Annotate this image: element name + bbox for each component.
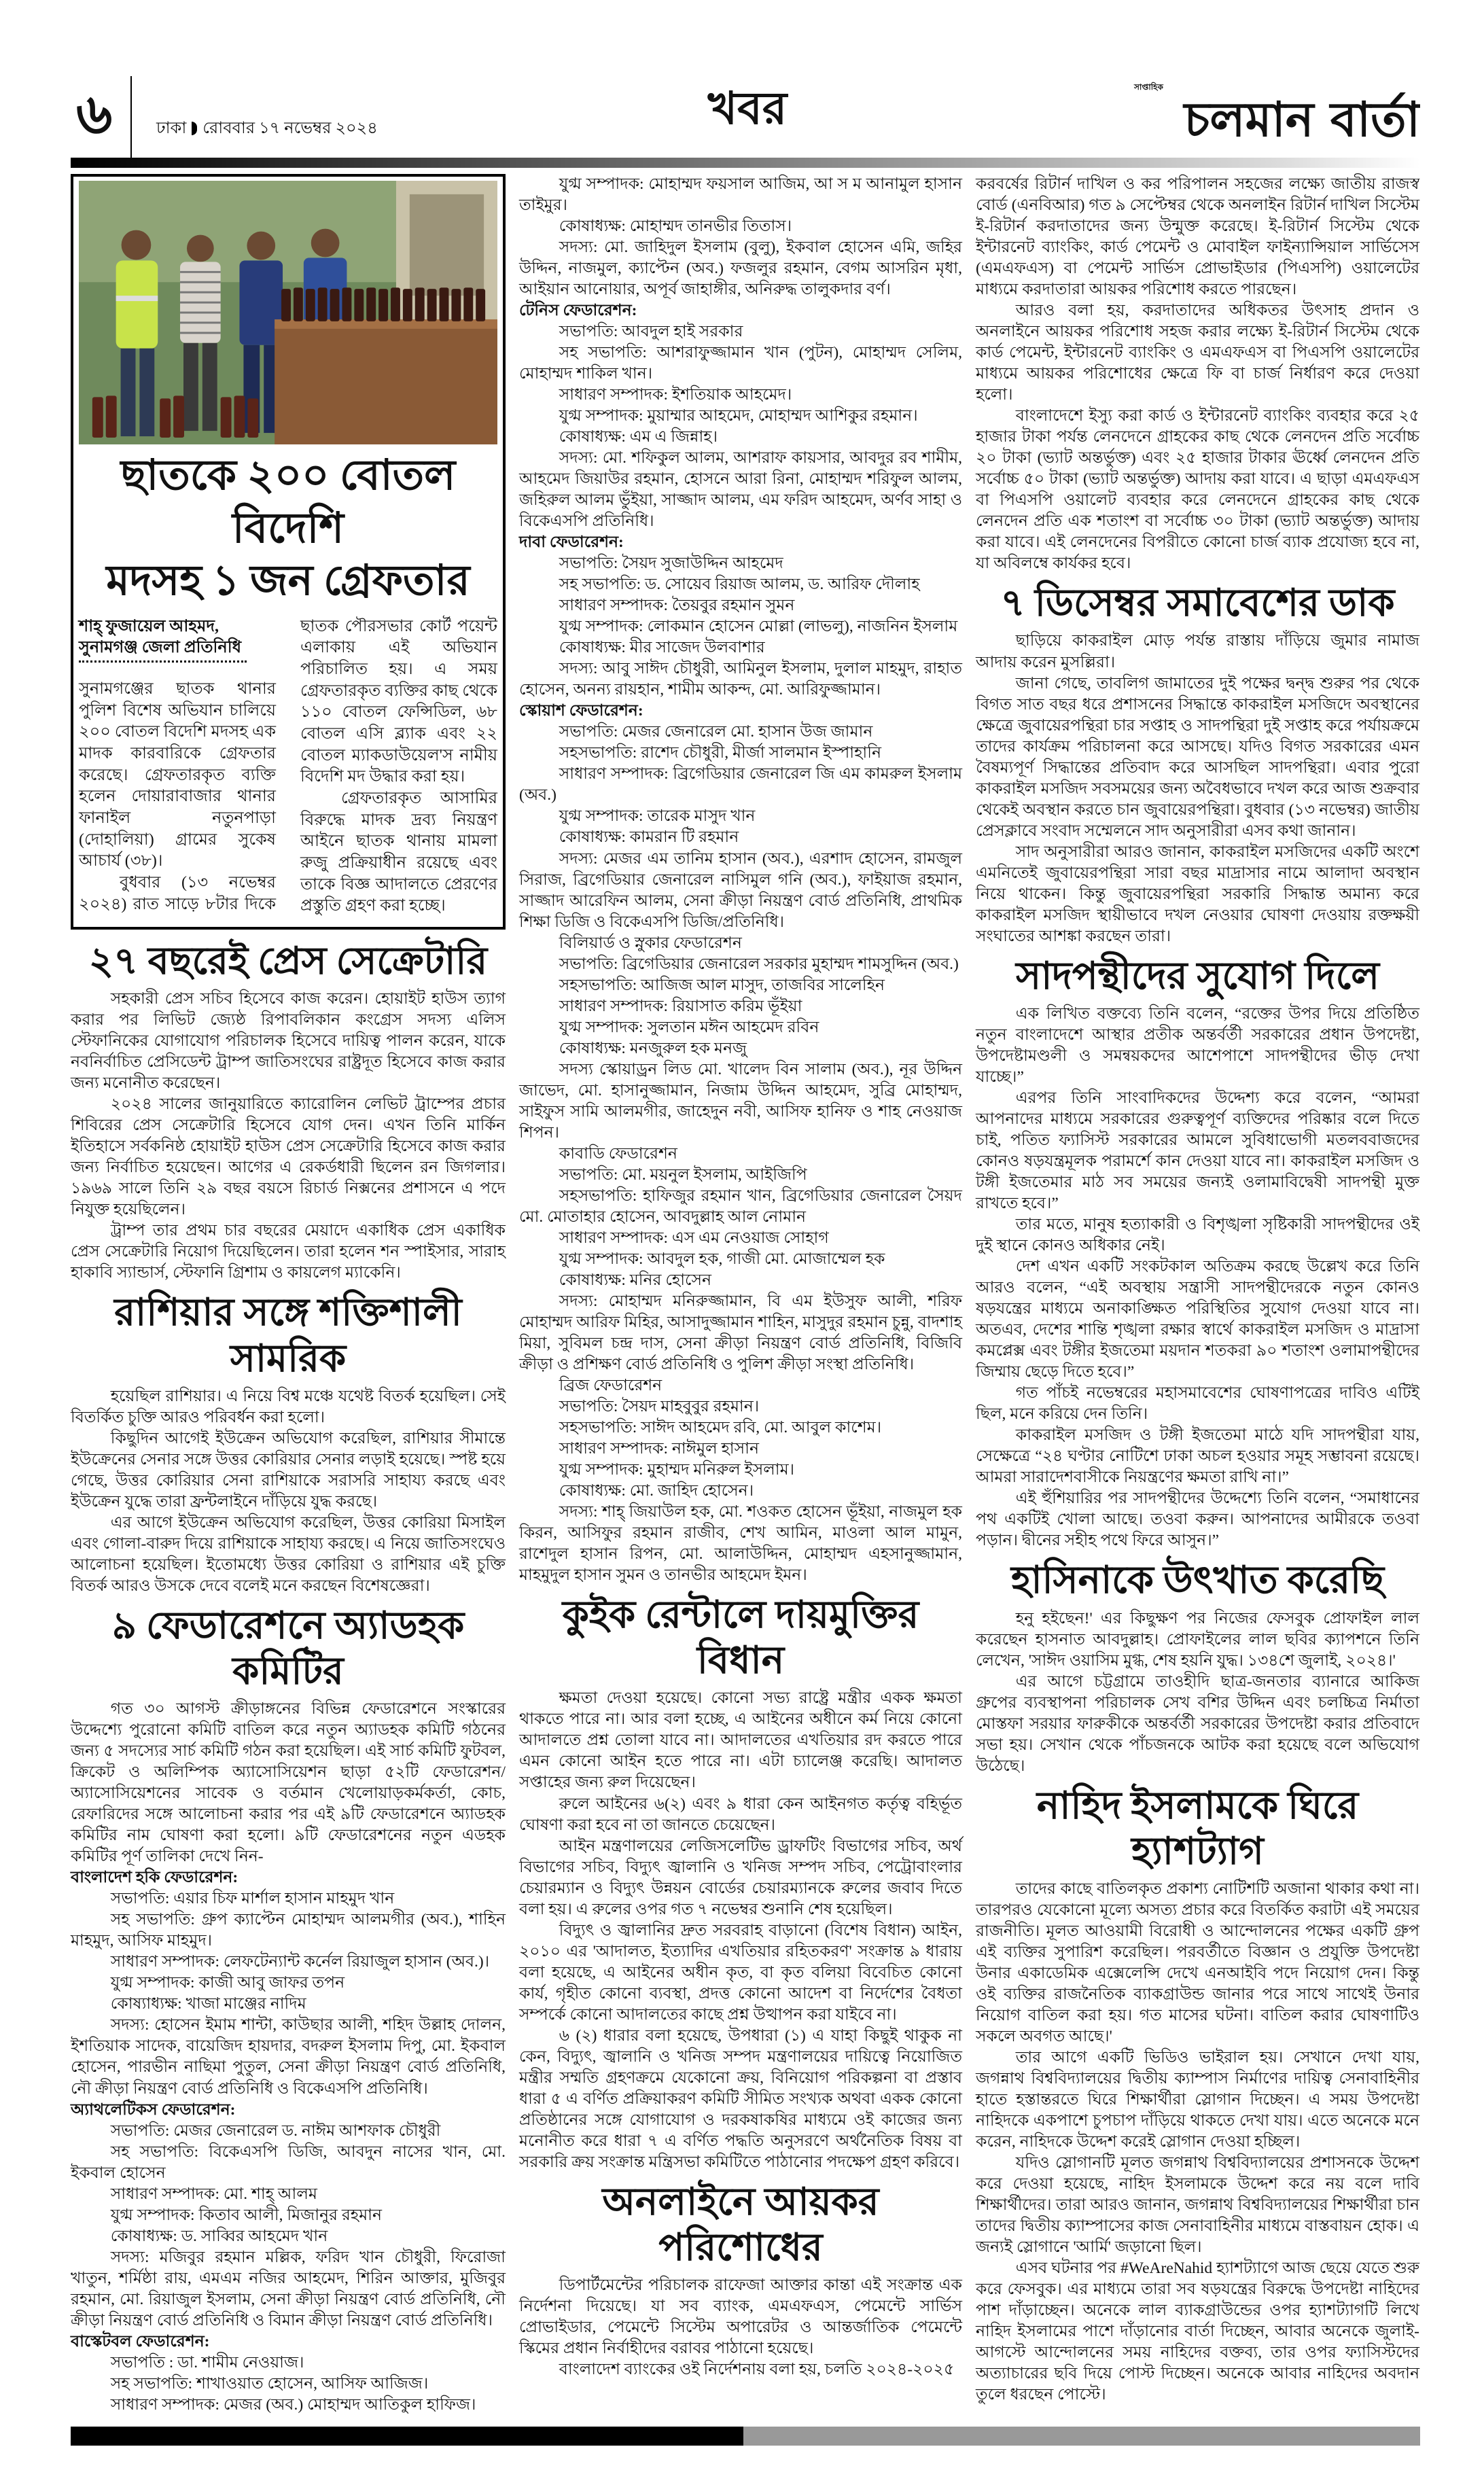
committee-entry: কোষাধ্যক্ষ: মোহাম্মদ তানভীর তিতাস। [559,217,792,236]
committee-entry: সাধারণ সম্পাদক: নাঈমুল হাসান [559,1439,759,1458]
logo-wordmark: চলমান বার্তা [1184,92,1420,147]
paragraph: এর আগে চট্টগ্রামে তাওহীদি ছাত্র-জনতার ব্যানারে আকিজ গ্রুপের ব্যবস্থাপনা পরিচালক সেখ বশির উদ্দিন এবং চলচ্চিত্র নির্মাতা মোস্তফা সরয়ার ফারুকীকে অন্তর্বর্তী সরকারের উপদেষ্টা করার প্রতিবাদে সভা হয়। সেখান থেকে পাঁচজনকে আটক করা হয়েছে বলে অভিযোগ উঠেছে। [976,1672,1419,1775]
committee-entry: কোষাধ্যক্ষ: এম এ জিন্নাহ। [559,428,718,446]
article-headline: ২৭ বছরেই প্রেস সেক্রেটারি [88,940,488,983]
paragraph: এরপর তিনি সাংবাদিকদের উদ্দেশ্য করে বলেন, “আমরা আপনাদের মাধ্যমে সরকারের গুরুত্বপূর্ণ ব্যক্তিদের পরিষ্কার বলে দিতে চাই, পতিত ফ্যাসিস্ট সরকারের আমলে সুবিধাভোগী মতলববাজদের কোনও ষড়যন্ত্রমূলক পরামর্শে কান দেওয়া যাবে না। কাকরাইল মসজিদ ও টঙ্গী ইজতেমার মাঠ সব সময়ের জন্যই ওলামাবিদ্বেষী সাদপন্থী মুক্ত রাখতে হবে।” [976,1089,1419,1213]
article-headline: নাহিদ ইসলামকে ঘিরে হ্যাশট্যাগ [1036,1784,1359,1873]
federation-heading: স্কোয়াশ ফেডারেশন: [519,702,643,720]
committee-entry: সদস্য: মেজর এম তানিম হাসান (অব.), এরশাদ হোসেন, রামজুল সিরাজ, ব্রিগেডিয়ার জেনারেল নাসিমুল গনি (অব.), ফাইয়াজ রহমান, সাজ্জাদ আরেফিন আলম, সেনা ক্রীড়া নিয়ন্ত্রণ বোর্ড প্রতিনিধি, প্রাথমিক শিক্ষা ডিজি ও বিকেএসপি ডিজি/প্রতিনিধি। [519,849,962,931]
paragraph: করবর্ষের রিটার্ন দাখিল ও কর পরিপালন সহজের লক্ষ্যে জাতীয় রাজস্ব বোর্ড (এনবিআর) গত ৯ সেপ্টেম্বর থেকে অনলাইন রিটার্ন দাখিল সিস্টেম ই-রিটার্ন করদাতাদের জন্য উন্মুক্ত করেছে। ই-রিটার্ন সিস্টেম থেকে ইন্টারনেট ব্যাংকিং, কার্ড পেমেন্ট ও মোবাইল ফাইন্যান্সিয়াল সার্ভিসেস (এমএফএস) বা পেমেন্ট সার্ভিস প্রোভাইডার (পিএসপি) ওয়ালেটের মাধ্যমে করদাতারা আয়কর পরিশোধ করতে পারছেন। [976,175,1419,299]
committee-entry: সদস্য: মো. জাহিদুল ইসলাম (বুলু), ইকবাল হোসেন এমি, জহির উদ্দিন, নাজমুল, ক্যাপ্টেন (অব.) ফজলুর রহমান, বেগম আসরিন মৃধা, আইয়ান আনোয়ার, অপূর্ব জাহাঙ্গীর, অনিরুদ্ধ তালুকদার বর্ণ। [519,239,962,299]
paragraph: ২০২৪ সালের জানুয়ারিতে ক্যারোলিন লেভিট ট্রাম্পের প্রচার শিবিরের প্রেস সেক্রেটারি হিসেবে যোগ দেন। এখন তিনি মার্কিন ইতিহাসে সর্বকনিষ্ঠ হোয়াইট হাউস প্রেস সেক্রেটারি হিসেবে কাজ করার জন্য নির্বাচিত হয়েছেন। আগের এ রেকর্ডধারী ছিলেন রন জিগলার। ১৯৬৯ সালে তিনি ২৯ বছর বয়সে রিচার্ড নিক্সনের প্রশাসনে এ পদে নিযুক্ত হয়েছিলেন। [71,1095,506,1219]
article-headline: কুইক রেন্টালে দায়মুক্তির বিধান [562,1594,919,1683]
byline-name: শাহ্ ফুজায়েল আহমদ, [79,617,219,635]
committee-entry: সাধারণ সম্পাদক: রিয়াসাত করিম ভূঁইয়া [559,997,802,1015]
paragraph: এর আগে ইউক্রেন অভিযোগ করেছিল, উত্তর কোরিয়া মিসাইল এবং গোলা-বারুদ দিয়ে রাশিয়াকে সাহায্য করছে। এ নিয়ে জাতিসংঘেও আলোচনা হয়েছিল। ইতোমধ্যে উত্তর কোরিয়া ও রাশিয়ার এই চুক্তি বিতর্ক আরও উসকে দেবে বলেই মনে করছেন বিশেষজ্ঞেরা। [71,1513,506,1595]
paragraph: যদিও স্লোগানটি মূলত জগন্নাথ বিশ্ববিদ্যালয়ের প্রশাসনকে উদ্দেশ করে দেওয়া হয়েছে, নাহিদ ইসলামকে উদ্দেশ করে নয় বলে দাবি শিক্ষার্থীদের। তারা আরও জানান, জগন্নাথ বিশ্ববিদ্যালয়ের শিক্ষার্থীরা চান তাদের দ্বিতীয় ক্যাম্পাসের কাজ সেনাবাহিনীর মাধ্যমে বাস্তবায়ন হোক। এ জন্যই স্লোগানে 'আর্মি' জড়ানো ছিল। [976,2154,1419,2257]
paragraph: ডিপার্টমেন্টের পরিচালক রাফেজা আক্তার কান্তা এই সংক্রান্ত এক নির্দেশনা দিয়েছে। যা সব ব্যাংক, এমএফএস, পেমেন্টে সার্ভিস প্রোভাইডার, পেমেন্টে সিস্টেম অপারেটর ও আন্তর্জাতিক পেমেন্টে স্কিমের প্রধান নির্বাহীদের বরাবর পাঠানো হয়েছে। [519,2276,962,2358]
committee-entry: কোষাধ্যক্ষ: মীর সাজেদ উলবাশার [559,639,765,657]
committee-entry: সহসভাপতি: সাঈদ আহমেদ রবি, মো. আবুল কাশেম। [559,1418,882,1437]
committee-entry: কোষাধ্যক্ষ: মনজুরুল হক মনজু [559,1039,747,1057]
page-body [71,0,1420,2416]
footer-rule-black [71,2427,743,2446]
committee-entry: কোষ্যাধ্যক্ষ: খাজা মাঞ্জের নাদিম [110,1995,306,2013]
committee-entry: সহ সভাপতি: আশরাফুজ্জামান খান (পুটন), মোহাম্মদ সেলিম, মোহাম্মদ শাকিল খান। [519,344,962,383]
news-photo [79,181,497,444]
column-1 [71,174,506,2416]
federation-heading: অ্যাথলেটিকস ফেডারেশন: [71,2100,236,2119]
committee-entry: যুগ্ম সম্পাদক: কাজী আবু জাফর তপন [110,1974,345,1992]
paragraph: সুনামগঞ্জের ছাতক থানার পুলিশ বিশেষ অভিযান চালিয়ে ২০০ বোতল বিদেশি মদসহ এক মাদক কারবারিকে গ্রেফতার করেছে। গ্রেফতারকৃত ব্যক্তি হলেন দোয়ারাবাজার থানার ফানাইল নতুনপাড়া (দোহালিয়া) গ্রামের সুকেষ আচার্য (৩৮)। [79,680,276,870]
paragraph: জানা গেছে, তাবলিগ জামাতের দুই পক্ষের দ্বন্দ্ব শুরুর পর থেকে বিগত সাত বছর ধরে প্রশাসনের সিদ্ধান্তে কাকরাইল মসজিদে অবস্থানের ক্ষেত্রে জুবায়েরপন্থিরা চার সপ্তাহ ও সাদপন্থিরা দুই সপ্তাহ করে পর্যায়ক্রমে তাদের কার্যক্রম পরিচালনা করে আসছে। যদিও বিগত সরকারের এমন বৈষম্যপূর্ণ সিদ্ধান্তের প্রতিবাদ করে আসছিল সাদপন্থিরা। এবার পুরো কাকরাইল মসজিদ সবসময়ের জন্য অবৈধভাবে দখল করে আজ শুক্রবার থেকেই অবস্থান করতে চান জুবায়েরপন্থিরা। বুধবার (১৩ নভেম্বর) জাতীয় প্রেসক্লাবে সংবাদ সম্মেলনে সাদ অনুসারীরা এসব কথা জানান। [976,674,1419,840]
page-number: ৬ [76,84,113,145]
paragraph: আইন মন্ত্রণালয়ের লেজিসলেটিভ ড্রাফটিং বিভাগের সচিব, অর্থ বিভাগের সচিব, বিদ্যুৎ জ্বালানি ও খনিজ সম্পদ সচিব, পেট্রোবাংলার চেয়ারম্যান ও বিদ্যুৎ উন্নয়ন বোর্ডের চেয়ারম্যানকে রুলের জবাব দিতে বলা হয়। এ রুলের ওপর গত ৭ নভেম্বর শুনানি শেষ হয়েছিল। [519,1837,962,1918]
committee-entry: সাধারণ সম্পাদক: মো. শাহ্ আলম [110,2185,317,2203]
paragraph: আরও বলা হয়, করদাতাদের অধিকতর উৎসাহ প্রদান ও অনলাইনে আয়কর পরিশোধ সহজ করার লক্ষ্যে ই-রিটার্ন সিস্টেম থেকে কার্ড পেমেন্ট, ইন্টারনেট ব্যাংকিং ও এমএফএস বা পিএসপি ওয়ালেটের মাধ্যমে আয়কর পরিশোধের ক্ষেত্রে ফি বা চার্জ নির্ধারণ করে দেওয়া হলো। [976,302,1419,404]
committee-entry: সভাপতি: মো. ময়নুল ইসলাম, আইজিপি [559,1165,807,1184]
federation-heading: টেনিস ফেডারেশন: [519,302,637,320]
committee-entry: সভাপতি: মেজর জেনারেল ড. নাঈম আশফাক চৌধুরী [110,2121,441,2140]
paragraph: গত ৩০ আগস্ট ক্রীড়াঙ্গনের বিভিন্ন ফেডারেশনে সংস্কারের উদ্দেশ্যে পুরোনো কমিটি বাতিল করে নতুন অ্যাডহক কমিটি গঠনের জন্য ৫ সদস্যের সার্চ কমিটি গঠন করা হয়েছিল। এই সার্চ কমিটি ফুটবল, ক্রিকেট ও অলিম্পিক অ্যাসোসিয়েশন ছাড়া ৫২টি ফেডারেশন/অ্যাসোসিয়েশনের সাবেক ও বর্তমান খেলোয়াড়কর্মকর্তা, কোচ, রেফারিদের সঙ্গে আলোচনা করার পর এই ৯টি ফেডারেশনে অ্যাডহক কমিটির নাম ঘোষণা করা হলো। ৯টি ফেডারেশনের নতুন এডহক কমিটির পূর্ণ তালিকা দেখে নিন- [71,1700,506,1866]
column-3 [976,174,1419,2406]
photo-story-box [71,174,506,930]
committee-entry: সাধারণ সম্পাদক: তৈয়বুর রহমান সুমন [559,597,795,615]
federation-heading: বাস্কেটবল ফেডারেশন: [71,2332,210,2350]
paragraph: কাকরাইল মসজিদ ও টঙ্গী ইজতেমা মাঠে যদি সাদপন্থীরা যায়, সেক্ষেত্রে “২৪ ঘণ্টার নোটিশে ঢাকা অচল হওয়ার সমূহ সম্ভাবনা রয়েছে। আমরা সারাদেশবাসীকে নিয়ন্ত্রণের ক্ষমতা রাখি না।” [976,1426,1419,1487]
committee-entry: সাধারণ সম্পাদক: মেজর (অব.) মোহাম্মদ আতিকুল হাফিজ। [110,2395,476,2414]
committee-entry: সভাপতি: সৈয়দ মাহবুবুর রহমান। [559,1397,760,1415]
committee-entry: যুগ্ম সম্পাদক: কিতাব আলী, মিজানুর রহমান [110,2206,383,2224]
committee-entry: সভাপতি: ব্রিগেডিয়ার জেনারেল সরকার মুহাম্মদ শামসুদ্দিন (অব.) [559,955,959,973]
committee-entry: সদস্য: মজিবুর রহমান মল্লিক, ফরিদ খান চৌধুরী, ফিরোজা খাতুন, শর্মিষ্ঠা রায়, এমএম নজির আহমেদ, শিরিন আক্তার, মুজিবুর রহমান, মো. রিয়াজুল ইসলাম, সেনা ক্রীড়া নিয়ন্ত্রণ বোর্ড প্রতিনিধি, নৌ ক্রীড়া নিয়ন্ত্রণ বোর্ড প্রতিনিধি ও বিমান ক্রীড়া নিয়ন্ত্রণ বোর্ড প্রতিনিধি। [71,2248,506,2329]
committee-entry: সদস্য: হোসেন ইমাম শান্টা, কাউছার আলী, শহিদ উল্লাহ দোলন, ইশতিয়াক সাদেক, বায়েজিদ হায়দার, বদরুল ইসলাম দিপু, মো. ইকবাল হোসেন, পারভীন নাছিমা পুতুল, সেনা ক্রীড়া নিয়ন্ত্রণ বোর্ড প্রতিনিধি, নৌ ক্রীড়া নিয়ন্ত্রণ বোর্ড প্রতিনিধি ও বিকেএসপি প্রতিনিধি। [71,2016,506,2098]
photo-story-body [79,616,497,917]
committee-entry: সহসভাপতি: আজিজ আল মাসুদ, তাজবির সালেহিন [559,976,885,994]
bottles [281,287,485,321]
committee-entry: সদস্য স্কোয়াড্রন লিড মো. খালেদ বিন সালাম (অব.), নূর উদ্দিন জাভেদ, মো. হাসানুজ্জামান, নিজাম উদ্দিন আহমেদ, সুব্রি মোহাম্মদ, সাইফুস সামি আলমগীর, জাহেদুন নবী, আসিফ হানিফ ও শাহ নেওয়াজ শিপন। [519,1060,962,1142]
committee-entry: যুগ্ম সম্পাদক: তারেক মাসুদ খান [559,807,756,826]
committee-entry: সহ সভাপতি: বিকেএসপি ডিজি, আবদুন নাসের খান, মো. ইকবাল হোসেন [71,2143,506,2182]
committee-entry: সাধারণ সম্পাদক: ব্রিগেডিয়ার জেনারেল জি এম কামরুল ইসলাম (অব.) [519,765,962,805]
committee-entry: সদস্য: শাহ্ জিয়াউল হক, মো. শওকত হোসেন ভূঁইয়া, নাজমুল হক কিরন, আসিফুর রহমান রাজীব, শেখ আমিন, মাওলা আল মামুন, রাশেদুল হাসান রিপন, মো. আলাউদ্দিন, মোহাম্মদ এহসানুজ্জামান, মাহমুদুল হাসান সুমন ও তানভীর আহমেদ ইমন। [519,1502,962,1585]
committee-entry: সাধারণ সম্পাদক: ইশতিয়াক আহমেদ। [559,386,792,404]
article-headline: ৭ ডিসেম্বর সমাবেশের ডাক [1000,582,1395,625]
federation-heading: দাবা ফেডারেশন: [519,533,624,552]
paragraph: রুলে আইনের ৬(২) এবং ৯ ধারা কেন আইনগত কর্তৃত্ব বহির্ভূত ঘোষণা করা হবে না তা জানতে চেয়েছেন। [519,1795,962,1834]
column-1-articles [71,939,506,2416]
paragraph: তাদের কাছে বাতিলকৃত প্রকাশ্য নোটিশটি অজানা থাকার কথা না। তারপরও যেকোনো মূল্যে অসত্য প্রচার করে বিতর্কিত করাটা এই সময়ের রাজনীতি। মূলত আওয়ামী বিরোধী ও আন্দোলনের পক্ষের একটি গ্রুপ এই ব্যক্তির সুপারিশ করেছিল। পরবর্তীতে বিজ্ঞান ও প্রযুক্তি উপদেষ্টা উনার একাডেমিক এক্সেলেন্সি দেখে এনআইবি পদে নিয়োগ দেন। কিন্তু ওই ব্যক্তির রাজনৈতিক ব্যাকগ্রাউন্ড জানার পরে সাথে সাথেই উনার নিয়োগ বাতিল করা হয়। গত মাসের ঘটনা। বাতিল করার ঘোষণাটিও সকলে অবগত আছে।' [976,1880,1419,2046]
committee-entry: কোষাধ্যক্ষ: কামরান টি রহমান [559,828,739,847]
paragraph: ট্রাম্প তার প্রথম চার বছরের মেয়াদে একাধিক প্রেস একাধিক প্রেস সেক্রেটারি নিয়োগ দিয়েছিলেন। তারা হলেন শন স্পাইসার, সারাহ হাকাবি স্যান্ডার্স, স্টেফানি গ্রিশাম ও কায়লেগ ম্যাকেনি। [71,1222,506,1282]
paragraph: ছাড়িয়ে কাকরাইল মোড় পর্যন্ত রাস্তায় দাঁড়িয়ে জুমার নামাজ আদায় করেন মুসল্লিরা। [976,632,1419,671]
federation-heading: বাংলাদেশ হকি ফেডারেশন: [71,1869,238,1887]
article-headline: রাশিয়ার সঙ্গে শক্তিশালী সামরিক [114,1292,462,1380]
paragraph: বাংলাদেশে ইস্যু করা কার্ড ও ইন্টারনেট ব্যাংকিং ব্যবহার করে ২৫ হাজার টাকা পর্যন্ত লেনদেনে গ্রাহকের কাছ থেকে লেনদেন প্রতি সর্বোচ্চ ২০ টাকা (ভ্যাট অন্তর্ভুক্ত) এবং ২৫ হাজার টাকার ঊর্ধ্বে লেনদেন প্রতি সর্বোচ্চ ৫০ টাকা (ভ্যাট অন্তর্ভুক্ত) আদায় করা যাবে। এ ছাড়া এমএফএস বা পিএসপি ওয়ালেট ব্যবহার করে লেনদেনে গ্রাহকের কাছ থেকে লেনদেন প্রতি এক শতাংশ বা সর্বোচ্চ ৩০ টাকা (ভ্যাট অন্তর্ভুক্ত) আদায় করা যাবে। এই লেনদেনের বিপরীতে কোনো চার্জ ব্যাক প্রযোজ্য হবে না, যা অবিলম্বে কার্যকর হবে। [976,407,1419,573]
footer-rule-gray [743,2427,1420,2446]
byline-role: সুনামগঞ্জ জেলা প্রতিনিধি [79,639,242,657]
dateline-date: রোববার ১৭ নভেম্বর ২০২৪ [202,120,378,137]
byline-divider [79,660,247,663]
committee-entry: সহসভাপতি: রাশেদ চৌধুরী, মীর্জা সালমান ইস্পাহানি [559,744,882,762]
federation-subheading: ব্রিজ ফেডারেশন [559,1376,662,1394]
committee-entry: কোষাধ্যক্ষ: মো. জাহিদ হোসেন। [559,1481,754,1500]
committee-entry: সদস্য: মোহাম্মদ মনিরুজ্জামান, বি এম ইউসুফ আলী, শরিফ মোহাম্মদ আরিফ মিহির, আসাদুজ্জামান শাহিন, মাসুদুর রহমান চুন্নু, বাদশাহ মিয়া, সুবিমল চন্দ্র দাস, সেনা ক্রীড়া নিয়ন্ত্রণ বোর্ড প্রতিনিধি, বিজিবি ক্রীড়া ও প্রশিক্ষণ বোর্ড প্রতিনিধি ও পুলিশ ক্রীড়া সংস্থা প্রতিনিধি। [519,1292,962,1373]
committee-entry: কোষাধ্যক্ষ: ড. সাব্বির আহমেদ খান [110,2227,328,2245]
paragraph: এক লিখিত বক্তব্যে তিনি বলেন, “রক্তের উপর দিয়ে প্রতিষ্ঠিত নতুন বাংলাদেশে আস্থার প্রতীক অন্তর্বর্তী সরকারের প্রধান উপদেষ্টা, উপদেষ্টামণ্ডলী ও সমন্বয়কদের আশেপাশে সাদপন্থীদের ভীড় দেখা যাচ্ছে।” [976,1004,1419,1086]
paragraph: দেশ এখন একটি সংকটকাল অতিক্রম করছে উল্লেখ করে তিনি আরও বলেন, “এই অবস্থায় সন্ত্রাসী সাদপন্থীদেরকে নতুন কোনও ষড়যন্ত্রের মাধ্যমে অনাকাঙ্ক্ষিত পরিস্থিতির সুযোগ দেওয়া যাবে না। অতএব, দেশের শান্তি শৃঙ্খলা রক্ষার স্বার্থে কাকরাইল মসজিদ ও মাদ্রাসা কমপ্লেক্স এবং টঙ্গীর ইজতেমা ময়দান শতকরা ৯০ শতাংশ ওলামাপন্থীদের জিম্মায় ছেড়ে দিতে হবে।” [976,1258,1419,1381]
committee-entry: সভাপতি : ডা. শামীম নেওয়াজ। [110,2353,304,2372]
committee-entry: সহ সভাপতি: ড. সোয়েব রিয়াজ আলম, ড. আরিফ দৌলাহ [559,576,920,594]
paragraph: তার আগে একটি ভিডিও ভাইরাল হয়। সেখানে দেখা যায়, জগন্নাথ বিশ্ববিদ্যালয়ের দ্বিতীয় ক্যাম্পাস নির্মাণের দায়িত্ব সেনাবাহিনীর হাতে হস্তান্তরতে ঘিরে শিক্ষার্থীরা স্লোগান দিচ্ছেন। এ সময় উপদেষ্টা নাহিদকে একপাশে চুপচাপ দাঁড়িয়ে থাকতে দেখা যায়। এতে অনেকে মনে করেন, নাহিদকে উদ্দেশ করেই স্লোগান দেওয়া হচ্ছিল। [976,2049,1419,2151]
paragraph: হনু হইছেন!' এর কিছুক্ষণ পর নিজের ফেসবুক প্রোফাইল লাল করেছেন হাসনাত আবদুল্লাহ। প্রোফাইলের লাল ছবির ক্যাপশনে তিনি লেখেন, 'সাঈদ ওয়াসিম মুগ্ধ, শেষ হয়নি যুদ্ধ। ১৩৪শে জুলাই, ২০২৪।' [976,1609,1419,1670]
committee-entry: যুগ্ম সম্পাদক: আবদুল হক, গাজী মো. মোজাম্মেল হক [559,1250,885,1268]
photo-story-headline [79,450,497,608]
committee-entry: সহ সভাপতি: শাখাওয়াত হোসেন, আসিফ আজিজ। [110,2374,429,2393]
paragraph: সাদ অনুসারীরা আরও জানান, কাকরাইল মসজিদের একটি অংশে এমনিতেই জুবায়েরপন্থিরা সারা বছর মাদ্রাসার নামে আলাদা অবস্থান নিয়ে থাকেন। কিন্তু জুবায়েরপন্থিরা সরকারি সিদ্ধান্ত অমান্য করে কাকরাইল মসজিদ স্থায়ীভাবে দখল নেওয়ার ঘোষণা দেওয়ায় রক্তক্ষয়ী সংঘাতের আশঙ্কা করছেন তারা। [976,843,1419,945]
paragraph: বিদ্যুৎ ও জ্বালানির দ্রুত সরবরাহ বাড়ানো (বিশেষ বিধান) আইন, ২০১০ এর 'আদালত, ইত্যাদির এখতিয়ার রহিতকরণ' সংক্রান্ত ৯ ধারায় বলা হয়েছে, এ আইনের অধীন কৃত, বা কৃত বলিয়া বিবেচিত কোনো কার্য, গৃহীত কোনো ব্যবস্থা, প্রদত্ত কোনো আদেশ বা নির্দেশের বৈধতা সম্পর্কে কোনো আদালতের কাছে প্রশ্ন উত্থাপন করা যাইবে না। [519,1921,962,2024]
paragraph: তার মতে, মানুষ হত্যাকারী ও বিশৃঙ্খলা সৃষ্টিকারী সাদপন্থীদের ওই দুই স্থানে কোনও অধিকার নেই। [976,1216,1419,1255]
committee-entry: যুগ্ম সম্পাদক: সুলতান মঈন আহমেদ রবিন [559,1018,819,1036]
article-headline: সাদপন্থীদের সুযোগ দিলে [1016,955,1379,998]
committee-entry: সহ সভাপতি: গ্রুপ ক্যাপ্টেন মোহাম্মদ আলমগীর (অব.), শাহিন মাহমুদ, আসিফ মাহমুদ। [71,1911,506,1950]
committee-entry: যুগ্ম সম্পাদক: লোকমান হোসেন মোল্লা (লাভলু), নাজনিন ইসলাম [559,618,958,636]
committee-entry: সাধারণ সম্পাদক: লেফটেন্যান্ট কর্নেল রিয়াজুল হাসান (অব.)। [110,1953,490,1971]
paragraph: ৬ (২) ধারার বলা হয়েছে, উপধারা (১) এ যাহা কিছুই থাকুক না কেন, বিদ্যুৎ, জ্বালানি ও খনিজ সম্পদ মন্ত্রণালয়ের দায়িত্বে নিয়োজিত মন্ত্রীর সম্মতি গ্রহণক্রমে যেকোনো ক্রয়, বিনিয়োগ পরিকল্পনা বা প্রস্তাব ধারা ৫ এ বর্ণিত প্রক্রিয়াকরণ কমিটি সীমিত সংখ্যক অথবা একক কোনো প্রতিষ্ঠানের সঙ্গে যোগাযোগ ও দরকষাকষির মাধ্যমে ওই কাজের জন্য মনোনীত করে ধারা ৭ এ বর্ণিত পদ্ধতি অনুসরণে অর্থনৈতিক বিষয় বা সরকারি ক্রয় সংক্রান্ত মন্ত্রিসভা কমিটিতে পাঠানোর পদক্ষেপ গ্রহণ করিবে। [519,2026,962,2171]
footer-rule [71,2427,1420,2446]
committee-entry: সভাপতি: এয়ার চিফ মার্শাল হাসান মাহমুদ খান [110,1890,395,1908]
committee-entry: সভাপতি: সৈয়দ সুজাউদ্দিন আহমেদ [559,554,783,573]
paragraph: গত পাঁচই নভেম্বরের মহাসমাবেশের ঘোষণাপত্রের দাবিও এটিই ছিল, মনে করিয়ে দেন তিনি। [976,1384,1419,1424]
committee-entry: যুগ্ম সম্পাদক: মুয়াম্মার আহমেদ, মোহাম্মদ আশিকুর রহমান। [559,407,918,425]
paragraph: এই হুঁশিয়ারির পর সাদপন্থীদের উদ্দেশ্যে তিনি বলেন, “সমাধানের পথ একটিই খোলা আছে। তওবা করুন। আপনাদের আমীরকে তওবা পড়ান। দ্বীনের সহীহ পথে ফিরে আসুন।” [976,1490,1419,1550]
committee-entry: সহসভাপতি: হাফিজুর রহমান খান, ব্রিগেডিয়ার জেনারেল সৈয়দ মো. মোতাহার হোসেন, আবদুল্লাহ আল নোমান [519,1186,962,1226]
article-headline: অনলাইনে আয়কর পরিশোধের [602,2181,879,2269]
committee-entry: সাধারণ সম্পাদক: এস এম নেওয়াজ সোহাগ [559,1229,829,1247]
headline-line-1: ছাতকে ২০০ বোতল বিদেশি [120,453,456,552]
article-headline: হাসিনাকে উৎখাত করেছি [1010,1560,1385,1602]
committee-entry: কোষাধ্যক্ষ: মনির হোসেন [559,1271,712,1289]
paragraph: এসব ঘটনার পর #WeAreNahid হ্যাশট্যাগে আজ ছেয়ে যেতে শুরু করে ফেসবুক। এর মাধ্যমে তারা সব ষড়যন্ত্রের বিরুদ্ধে উপদেষ্টা নাহিদের পাশ দাঁড়াচ্ছেন। অনেকে লাল ব্যাকগ্রাউন্ডের ওপর হ্যাশট্যাগটি লিখে নাহিদ ইসলামের পাশে দাঁড়ানোর বার্তা দিচ্ছেন, আবার অনেকে জুলাই-আগস্টে আন্দোলনের সময় নাহিদের বক্তব্য, তার ওপর ফ্যাসিস্টদের অত্যাচারের ছবি দিয়ে পোস্ট দিচ্ছেন। অনেকে আবার নাহিদের অবদান তুলে ধরছেন পোস্টে। [976,2259,1419,2404]
section-title: খবর [707,84,788,134]
committee-entry: যুগ্ম সম্পাদক: মুহাম্মদ মনিরুল ইসলাম। [559,1460,795,1479]
headline-line-2: মদসহ ১ জন গ্রেফতার [106,558,470,604]
paragraph: ক্ষমতা দেওয়া হয়েছে। কোনো সভ্য রাষ্ট্রে মন্ত্রীর একক ক্ষমতা থাকতে পারে না। আর বলা হচ্ছে, এ আইনের অধীনে কর্ম নিয়ে কোনো আদালতে প্রশ্ন তোলা যাবে না। আদালতের এখতিয়ার রদ করতে পারে এমন কোনো আইন হতে পারে না। এটা চ্যালেঞ্জ করেছি। আদালত সপ্তাহের জন্য রুল দিয়েছেন। [519,1689,962,1792]
committee-entry: সদস্য: আবু সাঈদ চৌধুরী, আমিনুল ইসলাম, দুলাল মাহমুদ, রাহাত হোসেন, অনন্য রায়হান, শামীম আকন্দ, মো. আরিফুজ্জামান। [519,660,962,699]
paragraph: সহকারী প্রেস সচিব হিসেবে কাজ করেন। হোয়াইট হাউস ত্যাগ করার পর লিভিট জ্যেষ্ঠ রিপাবলিকান কংগ্রেস সদস্য এলিস স্টেফানিকের যোগাযোগ পরিচালক হিসেবে দায়িত্ব পালন করেন, যাকে নবনির্বাচিত প্রেসিডেন্ট ট্রাম্প জাতিসংঘের রাষ্ট্রদূত হিসেবে কাজ করার জন্য মনোনীত করেছেন। [71,990,506,1093]
committee-entry: যুগ্ম সম্পাদক: মোহাম্মদ ফয়সাল আজিম, আ স ম আনামুল হাসান তাইমুর। [519,175,962,215]
article-headline: ৯ ফেডারেশনে অ্যাডহক কমিটির [111,1604,465,1693]
committee-entry: সদস্য: মো. শফিকুল আলম, আশরাফ কায়সার, আবদুর রব শামীম, আহমেদ জিয়াউর রহমান, হোসনে আরা রিনা, মোহাম্মদ শরিফুল আলম, জহিরুল আলম ভুঁইয়া, সাজ্জাদ আলম, এম ফরিদ আহমেদ, অর্ণব সাহা ও বিকেএসপি প্রতিনিধি। [519,449,962,531]
committee-entry: সভাপতি: আবদুল হাই সরকার [559,323,743,341]
column-2 [519,174,962,2380]
paragraph: কিছুদিন আগেই ইউক্রেন অভিযোগ করেছিল, রাশিয়ার সীমান্তে ইউক্রেনের সেনার সঙ্গে উত্তর কোরিয়ার সেনার লড়াই হয়েছে। স্পষ্ট হয়ে গেছে, উত্তর কোরিয়ার সেনা রাশিয়াকে সরাসরি সাহায্য করছে এবং ইউক্রেন যুদ্ধে তারা ফ্রন্টলাইনে দাঁড়িয়ে যুদ্ধ করছে। [71,1429,506,1511]
federation-subheading: কাবাডি ফেডারেশন [559,1144,677,1163]
federation-subheading: বিলিয়ার্ড ও স্নুকার ফেডারেশন [559,934,742,952]
committee-entry: সভাপতি: মেজর জেনারেল মো. হাসান উজ জামান [559,723,873,741]
logo-tagline: সাপ্তাহিক [1134,82,1163,92]
paragraph: গ্রেফতারকৃত আসামির বিরুদ্ধে মাদক দ্রব্য নিয়ন্ত্রণ আইনে ছাতক থানায় মামলা রুজু প্রক্রিয়াধীন রয়েছে এবং তাকে বিজ্ঞ আদালতে প্রেরণের প্রস্তুতি গ্রহণ করা হচ্ছে। [300,789,497,915]
paragraph: হয়েছিল রাশিয়ার। এ নিয়ে বিশ্ব মঞ্চে যথেষ্ট বিতর্ক হয়েছিল। সেই বিতর্কিত চুক্তি আরও পরিবর্ধন করা হলো। [71,1387,506,1426]
paragraph: বাংলাদেশ ব্যাংকের ওই নির্দেশনায় বলা হয়, চলতি ২০২৪-২০২৫ [559,2361,955,2379]
dateline-city: ঢাকা [156,120,187,137]
paragraph: বুধবার (১৩ নভেম্বর ২০২৪) রাত সাড়ে ৮টার দিকে ছাতক পৌরসভার কোর্ট পয়েন্ট এলাকায় এই অভিযান পরিচালিত হয়। এ সময় গ্রেফতারকৃত ব্যক্তির কাছ থেকে ১১০ বোতল ফেন্সিডিল, ৬৮ বোতল এসি ব্ল্যাক এবং ২২ বোতল ম্যাকডাউয়েল'স নামীয় বিদেশি মদ উদ্ধার করা হয়। [79,617,497,913]
